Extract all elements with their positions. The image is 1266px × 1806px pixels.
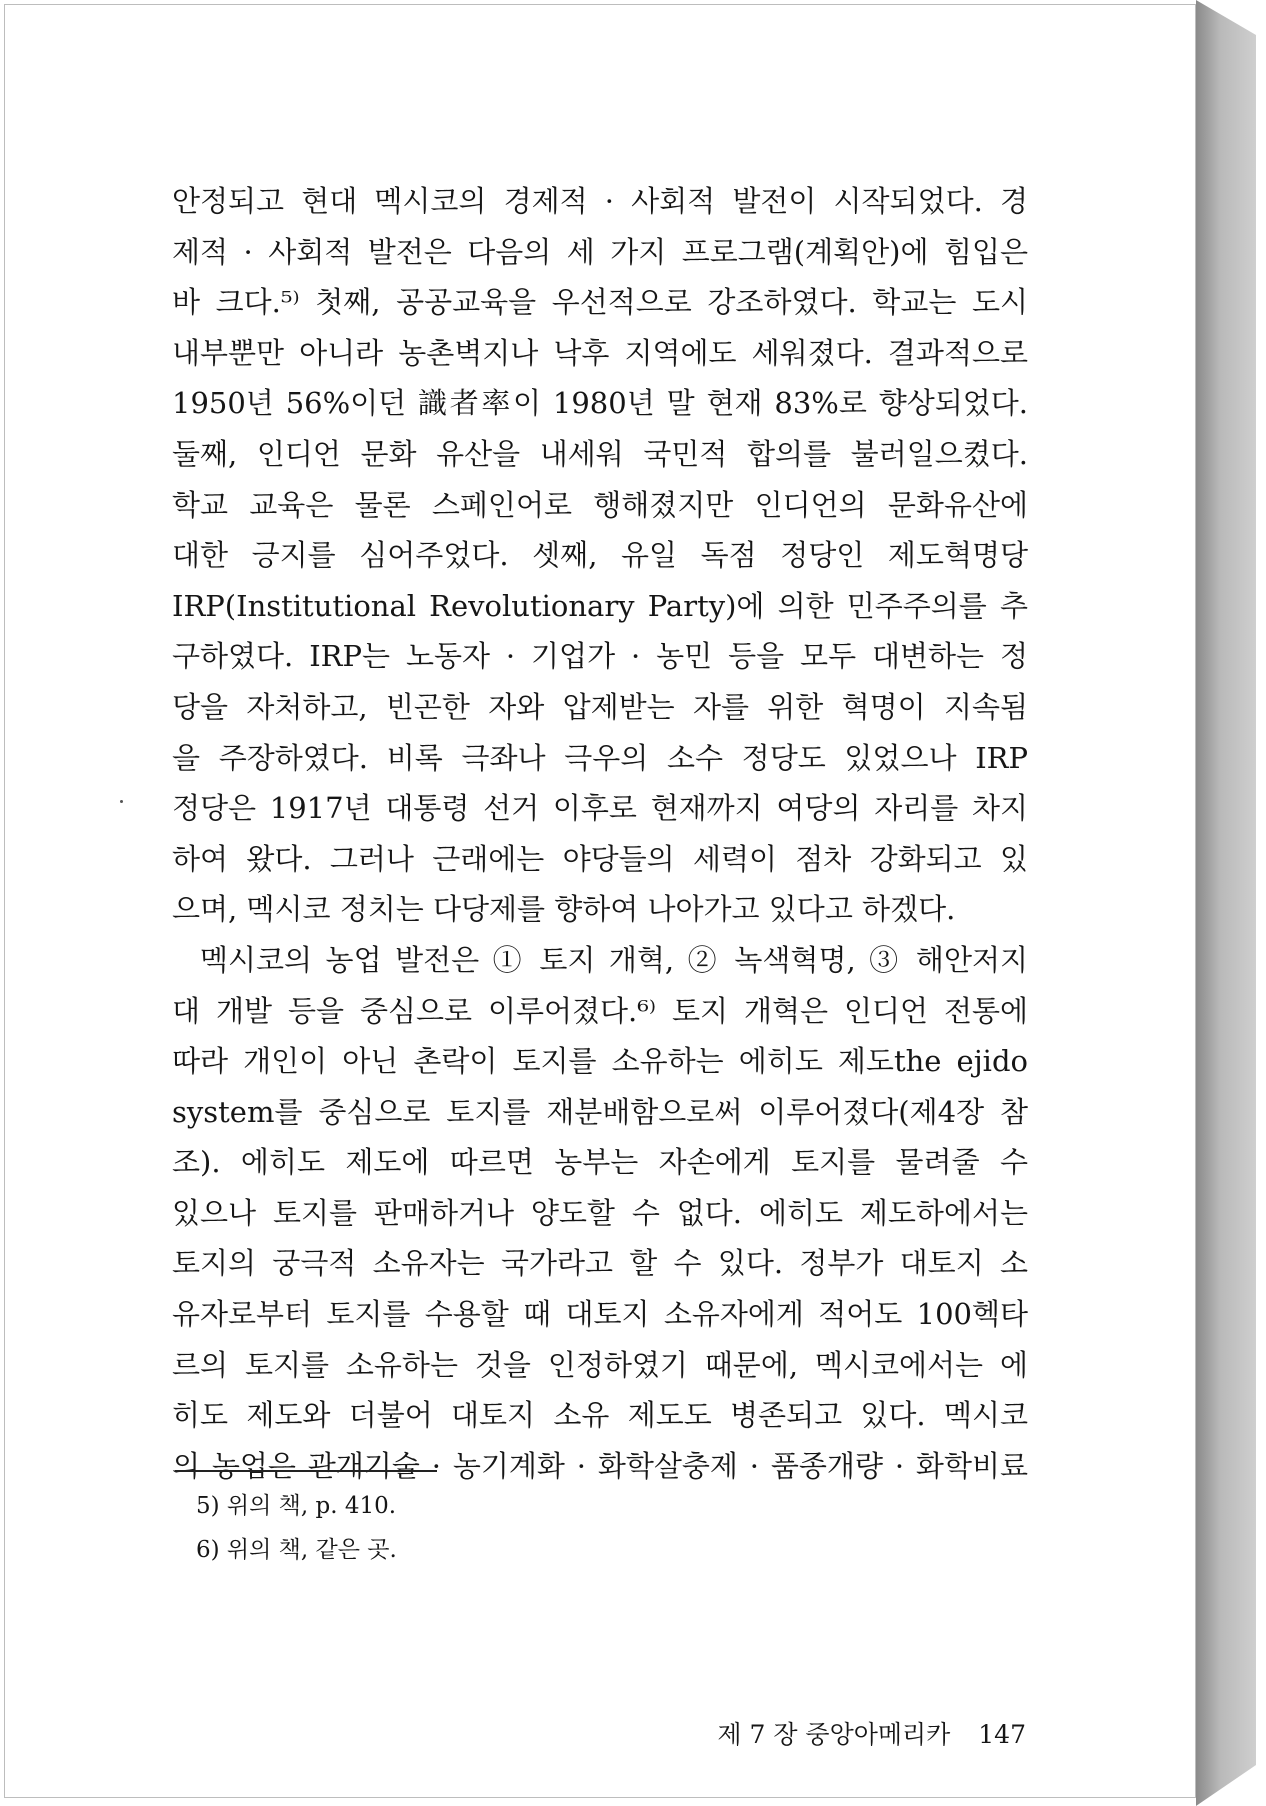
stray-dot [120, 800, 123, 803]
footnote-rule [175, 1470, 437, 1472]
text-line: 구하였다. IRP는 노동자 · 기업가 · 농민 등을 모두 대변하는 정 [172, 639, 1028, 674]
footnote-5: 5) 위의 책, p. 410. [196, 1493, 397, 1519]
text-line: 조). 에히도 제도에 따르면 농부는 자손에게 토지를 물려줄 수 [172, 1145, 1028, 1180]
text-line: 으며, 멕시코 정치는 다당제를 향하여 나아가고 있다고 하겠다. [172, 892, 956, 927]
page-number: 147 [978, 1720, 1026, 1749]
text-line: 유자로부터 토지를 수용할 때 대토지 소유자에게 적어도 100헥타 [172, 1297, 1028, 1332]
text-line: 당을 자처하고, 빈곤한 자와 압제받는 자를 위한 혁명이 지속됨 [172, 689, 1028, 724]
text-line: 대 개발 등을 중심으로 이루어졌다.⁶⁾ 토지 개혁은 인디언 전통에 [172, 993, 1028, 1028]
text-line: 하여 왔다. 그러나 근래에는 야당들의 세력이 점차 강화되고 있 [172, 841, 1028, 876]
page-edge-shadow [1196, 0, 1256, 1806]
text-line: 정당은 1917년 대통령 선거 이후로 현재까지 여당의 자리를 차지 [172, 791, 1028, 826]
text-line: 따라 개인이 아닌 촌락이 토지를 소유하는 에히도 제도the ejido [172, 1044, 1028, 1079]
text-line: 학교 교육은 물론 스페인어로 행해졌지만 인디언의 문화유산에 [172, 487, 1028, 522]
text-line: 대한 긍지를 심어주었다. 셋째, 유일 독점 정당인 제도혁명당 [172, 538, 1028, 573]
text-line: 제적 · 사회적 발전은 다음의 세 가지 프로그램(계획안)에 힘입은 [172, 234, 1028, 269]
footnote-6: 6) 위의 책, 같은 곳. [196, 1537, 397, 1563]
text-line: system를 중심으로 토지를 재분배함으로써 이루어졌다(제4장 참 [172, 1094, 1028, 1129]
text-line: 바 크다.⁵⁾ 첫째, 공공교육을 우선적으로 강조하였다. 학교는 도시 [172, 285, 1028, 320]
text-line: 둘째, 인디언 문화 유산을 내세워 국민적 합의를 불러일으켰다. [172, 436, 1028, 471]
text-line: 안정되고 현대 멕시코의 경제적 · 사회적 발전이 시작되었다. 경 [172, 184, 1028, 218]
text-line: 있으나 토지를 판매하거나 양도할 수 없다. 에히도 제도하에서는 [172, 1195, 1028, 1230]
running-footer [717, 1715, 1026, 1751]
text-line: 내부뿐만 아니라 농촌벽지나 낙후 지역에도 세워졌다. 결과적으로 [172, 335, 1028, 370]
text-line: 르의 토지를 소유하는 것을 인정하였기 때문에, 멕시코에서는 에 [172, 1347, 1028, 1382]
body-text [172, 176, 1028, 1491]
text-line: 1950년 56%이던 識者率이 1980년 말 현재 83%로 향상되었다. [172, 386, 1028, 421]
chapter-title: 제 7 장 중앙아메리카 [717, 1720, 951, 1749]
text-line: 의 농업은 관개기술 · 농기계화 · 화학살충제 · 품종개량 · 화학비료 [172, 1448, 1028, 1483]
text-line: 토지의 궁극적 소유자는 국가라고 할 수 있다. 정부가 대토지 소 [172, 1246, 1028, 1281]
text-line: IRP(Institutional Revolutionary Party)에 의한 민주주의를 추 [172, 588, 1028, 623]
text-line-paragraph-start: 멕시코의 농업 발전은 ① 토지 개혁, ② 녹색혁명, ③ 해안저지 [200, 942, 1028, 977]
footnotes [196, 1484, 397, 1572]
text-line: 히도 제도와 더불어 대토지 소유 제도도 병존되고 있다. 멕시코 [172, 1398, 1028, 1433]
text-line: 을 주장하였다. 비록 극좌나 극우의 소수 정당도 있었으나 IRP [172, 740, 1028, 775]
